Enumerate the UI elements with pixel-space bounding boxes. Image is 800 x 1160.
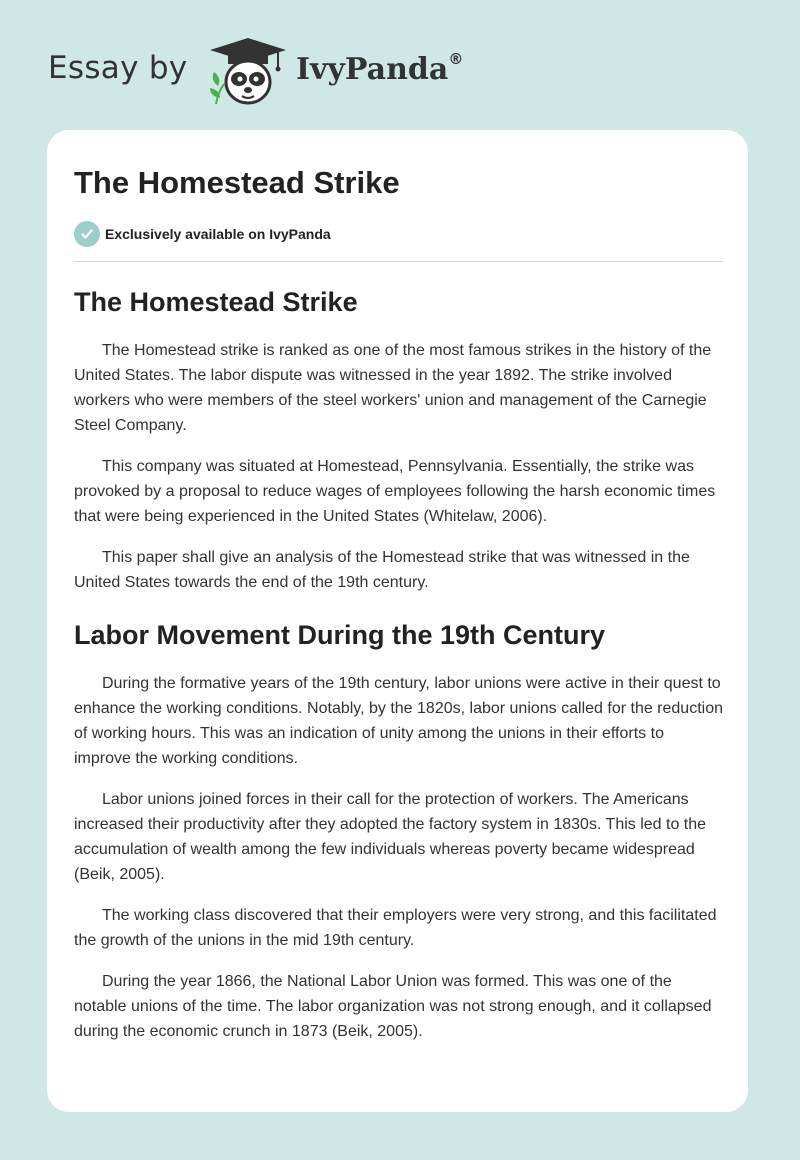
- paragraph: This paper shall give an analysis of the Homestead strike that was witnessed in the United States towards the end of the 19th century.: [74, 549, 690, 591]
- essay-by-label: Essay by: [48, 50, 188, 86]
- check-icon: [74, 221, 100, 247]
- paragraph: The working class discovered that their employers were very strong, and this facilitated the growth of the unions in the mid 19th century.: [74, 907, 717, 949]
- article-card: [47, 130, 748, 1112]
- article-title: The Homestead Strike: [74, 165, 400, 200]
- paragraph: The Homestead strike is ranked as one of the most famous strikes in the history of the United States. The labor dispute was witnessed in the year 1892. The strike involved workers who were members of the steel workers' union and management of the Carnegie Steel Company.: [74, 342, 712, 434]
- article-body: [74, 282, 724, 1044]
- paragraph: This company was situated at Homestead, Pennsylvania. Essentially, the strike was provoked by a proposal to reduce wages of employees following the harsh economic times that were being experienced in the United States (Whitelaw, 2006).: [74, 458, 716, 525]
- section-heading: The Homestead Strike: [74, 287, 358, 317]
- brand-name[interactable]: IvyPanda®: [296, 50, 464, 87]
- paragraph: During the formative years of the 19th century, labor unions were active in their quest to enhance the working conditions. Notably, by the 1820s, labor unions called for the reduction of working hours. This was an indication of unity among the unions in their efforts to improve the working conditions.: [74, 675, 723, 767]
- section-heading: Labor Movement During the 19th Century: [74, 620, 606, 650]
- site-header: [48, 36, 508, 108]
- title-divider: [74, 261, 723, 262]
- registered-mark: ®: [448, 50, 464, 68]
- exclusive-badge: [74, 221, 331, 247]
- paragraph: During the year 1866, the National Labor Union was formed. This was one of the notable unions of the time. The labor organization was not strong enough, and it collapsed during the economic crunch in 1873 (Beik, 2005).: [74, 973, 712, 1040]
- paragraph: Labor unions joined forces in their call for the protection of workers. The Americans increased their productivity after they adopted the factory system in 1830s. This led to the accumulation of wealth among the few individuals whereas poverty became widespread (Beik, 2005).: [74, 791, 707, 883]
- panda-graduate-logo-icon[interactable]: [206, 36, 290, 108]
- exclusive-badge-label: Exclusively available on IvyPanda: [105, 226, 331, 242]
